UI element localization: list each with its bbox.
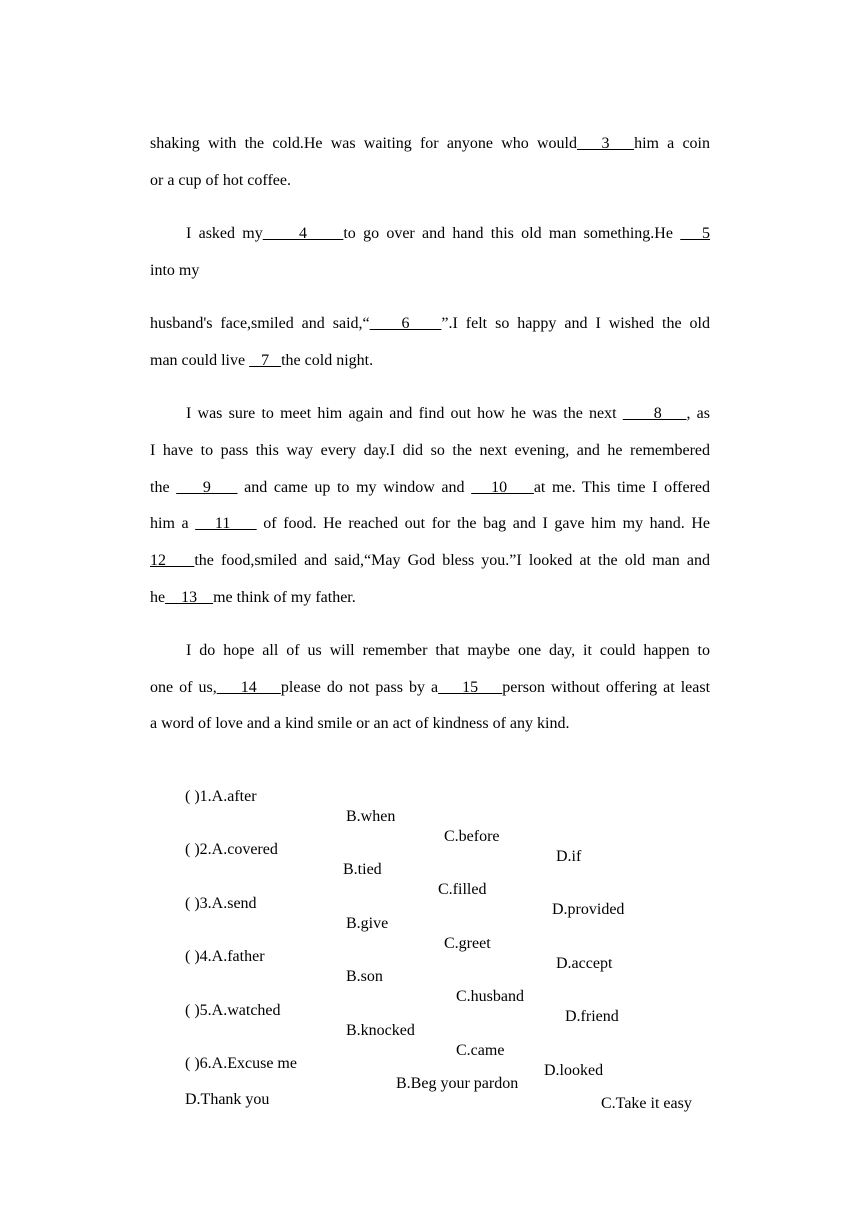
blank-10: 10: [471, 479, 534, 496]
option-d: D.looked: [544, 1062, 604, 1079]
passage-line: into my: [150, 262, 200, 279]
option-d: D.if: [556, 848, 582, 865]
passage-text: the cold night.: [281, 352, 374, 369]
passage-line: [150, 678, 710, 698]
passage-text: husband's face,smiled and said,“: [150, 315, 370, 332]
passage-text: man could live: [150, 352, 250, 369]
passage-text: the: [150, 479, 177, 496]
option-d: D.Thank you: [185, 1091, 270, 1108]
passage-text: at me. This time I offered: [533, 479, 711, 496]
blank-15: 15: [438, 679, 503, 696]
option-c: C.Take it easy: [601, 1095, 692, 1112]
passage-line: I have to pass this way every day.I did so the next evening, and he remembered: [150, 442, 710, 459]
passage-text: , as: [686, 405, 711, 422]
passage-line: [150, 551, 710, 571]
passage-line: [150, 588, 356, 608]
passage-text: I asked my: [186, 225, 263, 242]
passage-text: I was sure to meet him again and find out how he was the next: [186, 405, 623, 422]
passage-text: please do not pass by a: [280, 679, 439, 696]
blank-14: 14: [216, 679, 281, 696]
blank-11: 11: [195, 515, 257, 532]
question-6-continued: [185, 1070, 270, 1130]
passage-text: person without offering at least: [502, 679, 711, 696]
passage-line: [150, 478, 710, 498]
passage-text: shaking with the cold.He was waiting for anyone who would: [150, 135, 577, 152]
option-d: D.provided: [552, 901, 625, 918]
option-d: D.friend: [565, 1008, 619, 1025]
passage-line: [186, 224, 710, 244]
blank-12: 12: [150, 552, 195, 569]
option-c: C.husband: [456, 988, 524, 1005]
passage-text: him a: [150, 515, 196, 532]
option-b: B.Beg your pardon: [396, 1075, 519, 1092]
blank-7: 7: [249, 352, 282, 369]
passage-text: him a coin: [634, 135, 710, 152]
passage-line: or a cup of hot coffee.: [150, 172, 291, 189]
option-d: D.accept: [556, 955, 613, 972]
option-a: ( )1.A.after: [185, 788, 257, 805]
option-a: ( )4.A.father: [185, 948, 265, 965]
option-b: B.when: [346, 808, 396, 825]
blank-5: 5: [680, 225, 711, 242]
option-a: ( )5.A.watched: [185, 1002, 281, 1019]
passage-text: to go over and hand this old man something.He: [343, 225, 681, 242]
option-b: B.son: [346, 968, 383, 985]
option-b: B.tied: [343, 861, 382, 878]
blank-4: 4: [262, 225, 344, 242]
option-a: ( )2.A.covered: [185, 841, 278, 858]
passage-line: [150, 351, 373, 371]
option-c: C.filled: [438, 881, 487, 898]
blank-3: 3: [576, 135, 635, 152]
passage-line: [150, 134, 710, 154]
passage-text: ”.I felt so happy and I wished the old: [441, 315, 711, 332]
option-c: C.came: [456, 1042, 505, 1059]
passage-text: one of us,: [150, 679, 217, 696]
blank-8: 8: [622, 405, 687, 422]
passage-text: me think of my father.: [213, 589, 356, 606]
option-b: B.give: [346, 915, 389, 932]
passage-line: a word of love and a kind smile or an act of kindness of any kind.: [150, 715, 570, 732]
passage-line: I do hope all of us will remember that maybe one day, it could happen to: [186, 642, 710, 659]
passage-text: and came up to my window and: [237, 479, 472, 496]
option-b: B.knocked: [346, 1022, 415, 1039]
option-c: C.before: [444, 828, 500, 845]
option-a: ( )6.A.Excuse me: [185, 1055, 297, 1072]
passage-text: of food. He reached out for the bag and I gave him my hand. He: [256, 515, 710, 532]
passage-line: [150, 514, 710, 534]
blank-6: 6: [369, 315, 442, 332]
option-a: ( )3.A.send: [185, 895, 257, 912]
option-c: C.greet: [444, 935, 491, 952]
passage-text: he: [150, 589, 166, 606]
blank-9: 9: [176, 479, 238, 496]
passage-line: [186, 404, 710, 424]
blank-13: 13: [165, 589, 214, 606]
passage-text: the food,smiled and said,“May God bless you.”I looked at the old man and: [194, 552, 710, 569]
passage-line: [150, 314, 710, 334]
